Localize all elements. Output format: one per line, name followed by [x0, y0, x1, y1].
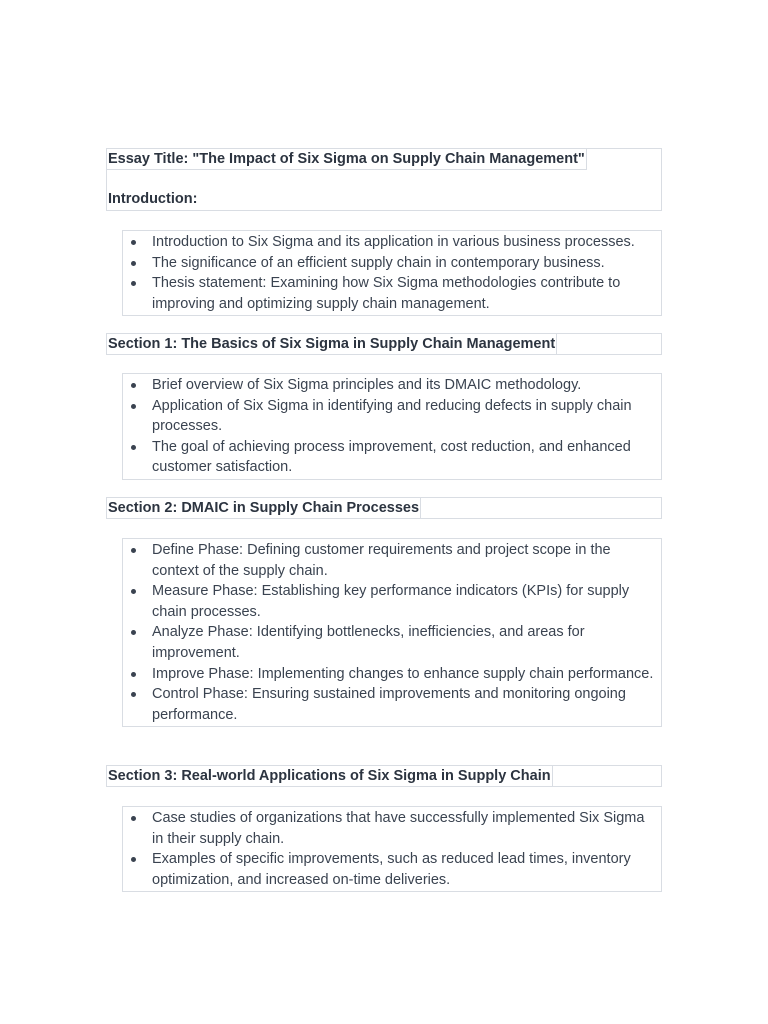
list-item: Brief overview of Six Sigma principles and its DMAIC methodology.	[152, 375, 657, 396]
list-item: Measure Phase: Establishing key performance indicators (KPIs) for supply chain processes.	[152, 581, 657, 622]
essay-title: Essay Title: "The Impact of Six Sigma on Supply Chain Management"	[107, 149, 587, 170]
list-item: Case studies of organizations that have successfully implemented Six Sigma in their supply chain.	[152, 808, 657, 849]
introduction-heading: Introduction:	[108, 191, 198, 207]
list-item: The significance of an efficient supply chain in contemporary business.	[152, 253, 657, 274]
list-item: Introduction to Six Sigma and its application in various business processes.	[152, 232, 657, 253]
list-item: Improve Phase: Implementing changes to enhance supply chain performance.	[152, 664, 657, 685]
list-item: Application of Six Sigma in identifying and reducing defects in supply chain processes.	[152, 396, 657, 437]
section2-list	[122, 538, 662, 727]
section2-heading-box	[106, 497, 662, 519]
section3-list	[122, 806, 662, 892]
introduction-list	[122, 230, 662, 316]
section3-heading: Section 3: Real-world Applications of Six Sigma in Supply Chain	[108, 768, 551, 784]
list-item: Define Phase: Defining customer requirements and project scope in the context of the supply chain.	[152, 540, 657, 581]
section1-heading: Section 1: The Basics of Six Sigma in Supply Chain Management	[108, 336, 556, 352]
list-item: Examples of specific improvements, such as reduced lead times, inventory optimization, and increased on-time deliveries.	[152, 849, 657, 890]
section2-heading: Section 2: DMAIC in Supply Chain Processes	[108, 500, 420, 516]
list-item: Control Phase: Ensuring sustained improvements and monitoring ongoing performance.	[152, 684, 657, 725]
list-item: Thesis statement: Examining how Six Sigma methodologies contribute to improving and optimizing supply chain management.	[152, 273, 657, 314]
list-item: The goal of achieving process improvement, cost reduction, and enhanced customer satisfaction.	[152, 437, 657, 478]
section1-heading-box	[106, 333, 662, 355]
section3-heading-box	[106, 765, 662, 787]
title-block	[106, 148, 662, 211]
list-item: Analyze Phase: Identifying bottlenecks, inefficiencies, and areas for improvement.	[152, 622, 657, 663]
section1-list	[122, 373, 662, 480]
